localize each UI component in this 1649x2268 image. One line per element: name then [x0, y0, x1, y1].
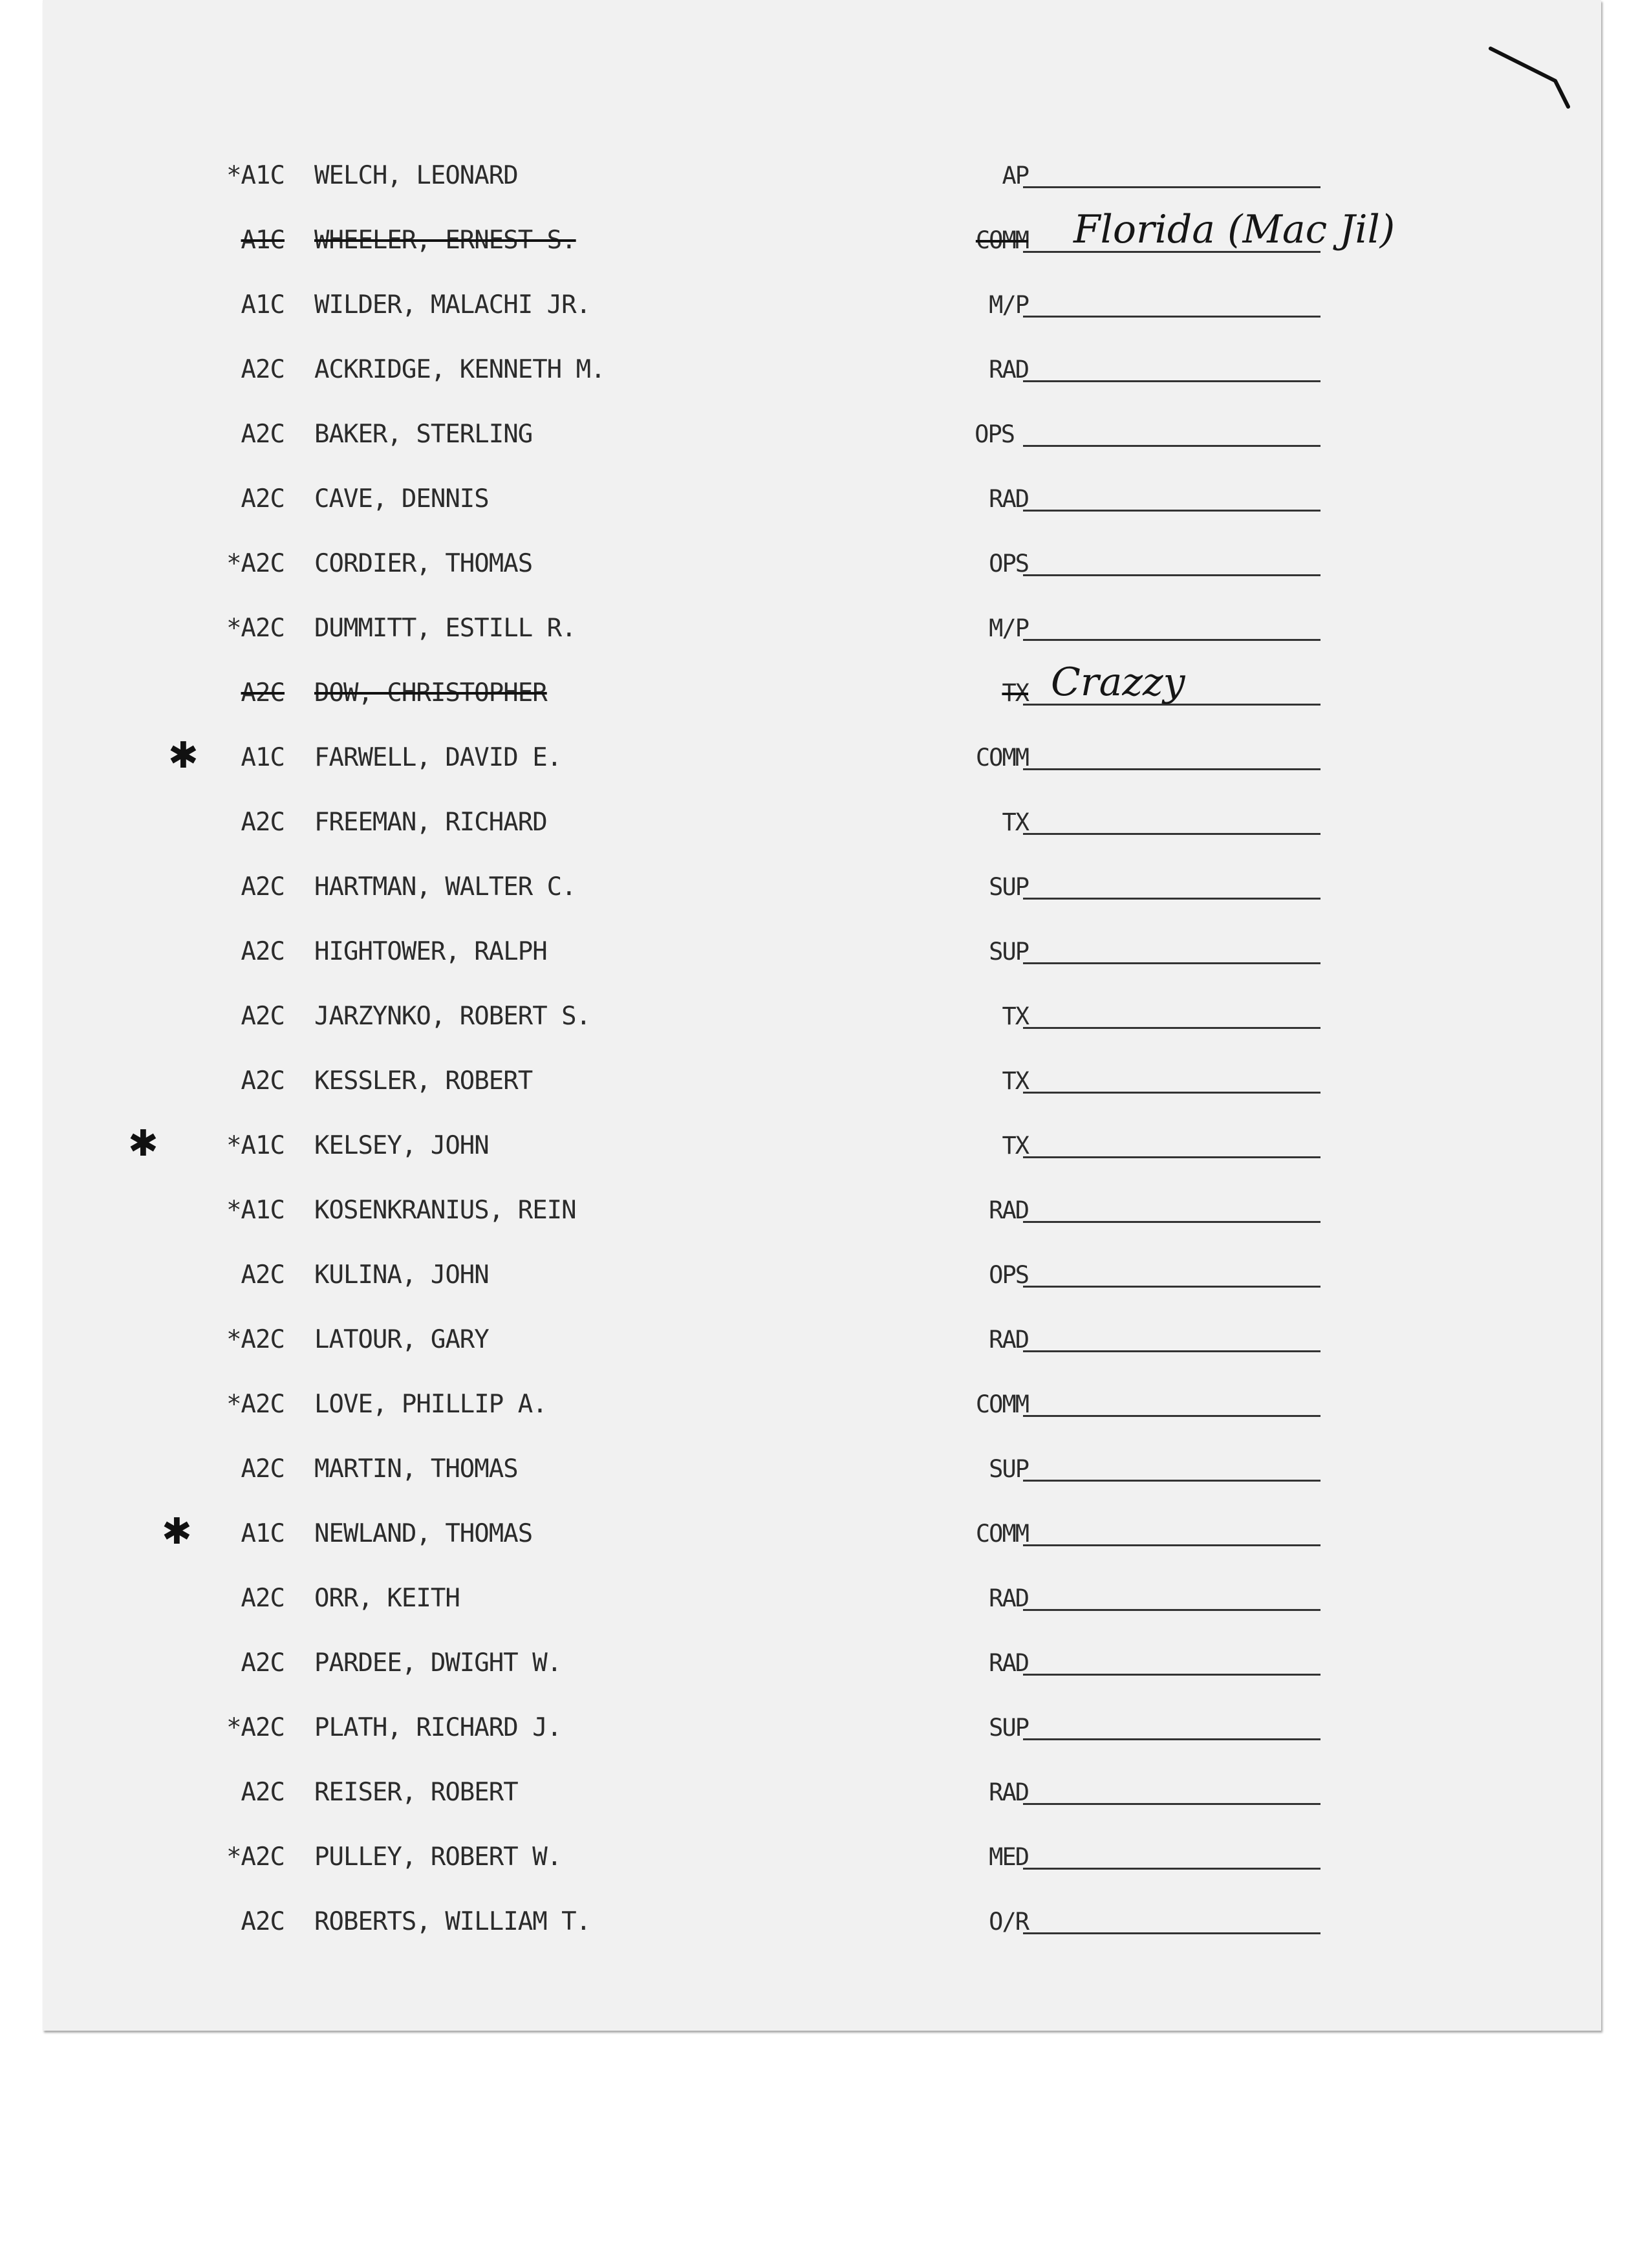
- duty-code: COMM: [975, 1520, 1028, 1548]
- handwritten-asterisk-mark: ✱: [128, 1123, 158, 1165]
- handwritten-asterisk-mark: ✱: [162, 1511, 192, 1553]
- roster-entry: [0, 157, 1649, 208]
- duty-code: RAD: [989, 485, 1028, 513]
- roster-entry: [0, 1256, 1649, 1308]
- rank-grade: *A2C: [226, 1390, 285, 1419]
- member-name: KOSENKRANIUS, REIN: [314, 1196, 576, 1225]
- roster-entry: [0, 1644, 1649, 1696]
- duty-code: TX: [1002, 1132, 1028, 1160]
- rank-grade: A2C: [241, 355, 285, 384]
- rank-grade: *A1C: [226, 1196, 285, 1225]
- member-name: ROBERTS, WILLIAM T.: [314, 1907, 591, 1936]
- roster-entry: [0, 1191, 1649, 1243]
- rank-grade: A2C: [241, 937, 285, 966]
- rank-grade: A1C: [241, 1519, 285, 1548]
- rank-grade: A2C: [241, 1778, 285, 1807]
- member-name: WILDER, MALACHI JR.: [314, 290, 591, 319]
- rank-grade: A2C: [241, 1454, 285, 1484]
- signature-line: [1023, 1803, 1320, 1805]
- duty-code: AP: [1002, 162, 1028, 189]
- duty-code: TX: [1002, 1002, 1028, 1030]
- roster-entry: [0, 1579, 1649, 1631]
- rank-grade: A2C: [241, 1002, 285, 1031]
- duty-code: OPS: [989, 1261, 1028, 1289]
- signature-line: [1023, 768, 1320, 770]
- member-name: BAKER, STERLING: [314, 420, 533, 449]
- rank-grade: A2C: [241, 872, 285, 902]
- roster-entry: [0, 803, 1649, 855]
- member-name: PULLEY, ROBERT W.: [314, 1842, 562, 1872]
- rank-grade: *A2C: [226, 1325, 285, 1354]
- roster-entry: [0, 933, 1649, 984]
- rank-grade: A2C: [241, 1584, 285, 1613]
- roster-entry: [0, 609, 1649, 661]
- handwritten-note: Florida (Mac Jil): [1073, 207, 1396, 252]
- duty-code: O/R: [989, 1908, 1028, 1936]
- signature-line: [1023, 1480, 1320, 1482]
- duty-code: RAD: [989, 1196, 1028, 1224]
- roster-entry: [0, 545, 1649, 596]
- roster-entry: [0, 1450, 1649, 1502]
- rank-grade: *A1C: [226, 161, 285, 190]
- rank-grade: *A1C: [226, 1131, 285, 1160]
- signature-line: [1023, 962, 1320, 964]
- signature-line: [1023, 1092, 1320, 1094]
- signature-line: [1023, 1544, 1320, 1546]
- rank-grade: *A2C: [226, 1842, 285, 1872]
- roster-entry: [0, 480, 1649, 532]
- roster-entry: [0, 207, 1649, 273]
- signature-line: [1023, 574, 1320, 576]
- roster-entry: [0, 1321, 1649, 1372]
- member-name: REISER, ROBERT: [314, 1778, 518, 1807]
- member-name: ORR, KEITH: [314, 1584, 460, 1613]
- rank-grade: A2C: [241, 1066, 285, 1096]
- rank-grade: A2C: [241, 420, 285, 449]
- signature-line: [1023, 510, 1320, 512]
- rank-grade: A2C: [241, 1260, 285, 1290]
- member-name: LOVE, PHILLIP A.: [314, 1390, 547, 1419]
- duty-code: OPS: [989, 550, 1028, 578]
- signature-line: [1023, 1868, 1320, 1870]
- member-name: LATOUR, GARY: [314, 1325, 489, 1354]
- signature-line: [1023, 833, 1320, 835]
- member-name: CORDIER, THOMAS: [314, 549, 533, 578]
- member-name: WELCH, LEONARD: [314, 161, 518, 190]
- duty-code: RAD: [989, 1649, 1028, 1677]
- duty-code: SUP: [989, 873, 1028, 901]
- member-name: NEWLAND, THOMAS: [314, 1519, 533, 1548]
- duty-code: SUP: [989, 938, 1028, 966]
- roster-entry: [0, 1773, 1649, 1825]
- signature-line: [1023, 1932, 1320, 1934]
- signature-line: [1023, 1156, 1320, 1158]
- roster-entry: [0, 1709, 1649, 1760]
- duty-code: RAD: [989, 1778, 1028, 1806]
- signature-line: [1023, 1286, 1320, 1288]
- duty-code: TX: [1002, 808, 1028, 836]
- roster-entry: [0, 351, 1649, 402]
- signature-line: [1023, 1350, 1320, 1352]
- duty-code: M/P: [989, 614, 1028, 642]
- roster-entry: [0, 1385, 1649, 1437]
- rank-grade: A2C: [241, 484, 285, 513]
- duty-code: COMM: [975, 226, 1028, 254]
- member-name: FREEMAN, RICHARD: [314, 808, 547, 837]
- member-name: PARDEE, DWIGHT W.: [314, 1648, 562, 1678]
- signature-line: [1023, 316, 1320, 318]
- roster-entry: [0, 415, 1649, 467]
- handwritten-asterisk-mark: ✱: [168, 735, 199, 777]
- member-name: MARTIN, THOMAS: [314, 1454, 518, 1484]
- roster-entry: [0, 660, 1649, 726]
- duty-code: RAD: [989, 356, 1028, 383]
- duty-code: M/P: [989, 291, 1028, 319]
- member-name: HIGHTOWER, RALPH: [314, 937, 547, 966]
- duty-code: RAD: [989, 1584, 1028, 1612]
- rank-grade: A2C: [241, 678, 285, 707]
- roster-entry: [0, 1838, 1649, 1890]
- rank-grade: A1C: [241, 743, 285, 772]
- rank-grade: A1C: [241, 226, 285, 255]
- member-name: WHEELER, ERNEST S.: [314, 226, 576, 255]
- rank-grade: *A2C: [226, 549, 285, 578]
- roster-entry: [0, 286, 1649, 338]
- rank-grade: A2C: [241, 808, 285, 837]
- duty-code: MED: [989, 1843, 1028, 1871]
- member-name: KESSLER, ROBERT: [314, 1066, 533, 1096]
- signature-line: [1023, 1609, 1320, 1611]
- signature-line: [1023, 1221, 1320, 1223]
- rank-grade: A2C: [241, 1648, 285, 1678]
- rank-grade: A1C: [241, 290, 285, 319]
- signature-line: [1023, 898, 1320, 900]
- duty-code: RAD: [989, 1326, 1028, 1354]
- signature-line: [1023, 1027, 1320, 1029]
- roster-entry: [0, 1511, 1649, 1566]
- member-name: KELSEY, JOHN: [314, 1131, 489, 1160]
- member-name: PLATH, RICHARD J.: [314, 1713, 562, 1742]
- rank-grade: *A2C: [226, 614, 285, 643]
- duty-code: OPS: [975, 420, 1014, 448]
- signature-line: [1023, 1674, 1320, 1676]
- signature-line: [1023, 380, 1320, 382]
- member-name: DUMMITT, ESTILL R.: [314, 614, 576, 643]
- member-name: CAVE, DENNIS: [314, 484, 489, 513]
- signature-line: [1023, 639, 1320, 641]
- roster-entry: [0, 997, 1649, 1049]
- signature-line: [1023, 445, 1320, 447]
- rank-grade: A2C: [241, 1907, 285, 1936]
- roster-entry: [0, 1123, 1649, 1178]
- roster-entry: [0, 735, 1649, 790]
- member-name: HARTMAN, WALTER C.: [314, 872, 576, 902]
- duty-code: TX: [1002, 679, 1028, 707]
- handwritten-note: Crazzy: [1051, 660, 1185, 705]
- roster-entry: [0, 1903, 1649, 1954]
- signature-line: [1023, 1415, 1320, 1417]
- roster-entry: [0, 1062, 1649, 1114]
- member-name: ACKRIDGE, KENNETH M.: [314, 355, 605, 384]
- rank-grade: *A2C: [226, 1713, 285, 1742]
- signature-line: [1023, 1738, 1320, 1740]
- member-name: DOW, CHRISTOPHER: [314, 678, 547, 707]
- signature-line: [1023, 186, 1320, 188]
- duty-code: SUP: [989, 1714, 1028, 1742]
- member-name: FARWELL, DAVID E.: [314, 743, 562, 772]
- member-name: KULINA, JOHN: [314, 1260, 489, 1290]
- roster-entry: [0, 868, 1649, 920]
- duty-code: COMM: [975, 744, 1028, 772]
- member-name: JARZYNKO, ROBERT S.: [314, 1002, 591, 1031]
- duty-code: TX: [1002, 1067, 1028, 1095]
- duty-code: COMM: [975, 1390, 1028, 1418]
- duty-code: SUP: [989, 1455, 1028, 1483]
